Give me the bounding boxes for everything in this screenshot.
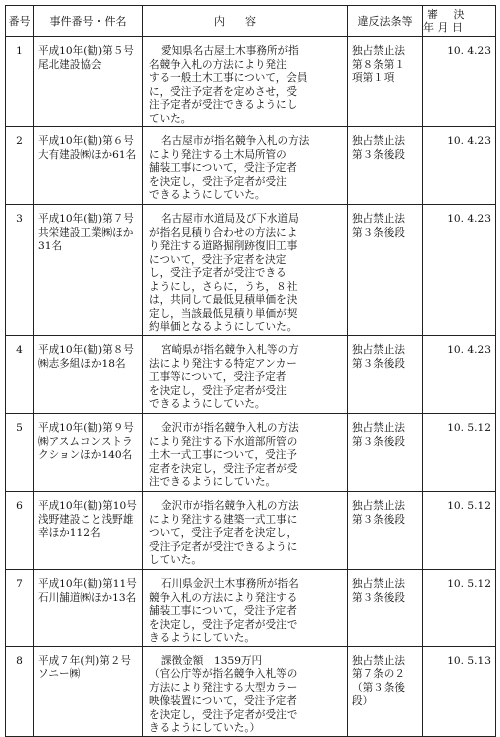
content-line: 約単価となるようにしていた。 xyxy=(149,321,298,333)
row-number: 4 xyxy=(6,336,34,414)
law-line: 独占禁止法 xyxy=(352,45,405,57)
case-line: 浅野建設こと浅野雄 xyxy=(38,513,134,526)
case-cell xyxy=(34,570,143,647)
case-line: ㈱志多組ほか18名 xyxy=(38,357,126,370)
case-line: クションほか140名 xyxy=(38,449,133,461)
case-cell xyxy=(34,127,143,205)
decision-date: 10. 4.23 xyxy=(423,127,496,205)
decision-date: 10. 5.12 xyxy=(423,492,496,570)
decision-date: 10. 5.13 xyxy=(423,646,496,736)
content-line: ついて，受注予定者を決定し， xyxy=(149,527,298,539)
row-number: 3 xyxy=(6,205,34,336)
content-line: 方法により発注する大型カラー xyxy=(149,681,298,694)
law-line: 第３条後段 xyxy=(352,226,405,239)
case-line: 平成10年(勧)第８号 xyxy=(38,344,134,356)
row-number: 2 xyxy=(6,127,34,205)
decision-date: 10. 4.23 xyxy=(423,336,496,414)
content-line: 金沢市が指名競争入札の方法 xyxy=(161,422,299,434)
decision-date: 10. 5.12 xyxy=(423,570,496,647)
law-line: 第７条の２ xyxy=(352,668,405,680)
case-cell xyxy=(34,414,143,492)
header-no: 番号 xyxy=(6,6,34,37)
decision-date: 10. 4.23 xyxy=(423,205,496,336)
content-line: 受注予定者が受注できるように xyxy=(149,540,298,553)
content-line: により発注する建築一式工事に xyxy=(149,513,298,526)
case-line: 尾北建設協会 xyxy=(38,58,102,71)
content-cell xyxy=(143,646,348,736)
law-line: 第８条第１ xyxy=(352,58,405,71)
decisions-table xyxy=(5,5,496,737)
row-number: 7 xyxy=(6,570,34,647)
table-row xyxy=(6,570,496,647)
table-row xyxy=(6,492,496,570)
law-cell xyxy=(348,570,423,647)
law-line: 項第１項 xyxy=(352,72,395,84)
content-line: により発注する下水道部所管の xyxy=(149,435,298,448)
content-cell xyxy=(143,414,348,492)
content-line: していた。 xyxy=(149,554,202,566)
case-cell xyxy=(34,492,143,570)
case-line: 平成10年(勧)第７号 xyxy=(38,213,134,225)
content-line: （官公庁等が指名競争入札等の xyxy=(149,668,298,680)
content-cell xyxy=(143,205,348,336)
content-line: 土木一式工事について，受注予 xyxy=(149,449,297,461)
law-line: 独占禁止法 xyxy=(352,213,405,225)
content-line: 定者を決定し，受注予定者が受 xyxy=(149,462,298,475)
content-line: により発注する土木局所管の xyxy=(149,148,287,161)
law-cell xyxy=(348,492,423,570)
law-line: 第３条後段 xyxy=(352,591,405,604)
law-line: 独占禁止法 xyxy=(352,135,405,147)
law-line: 独占禁止法 xyxy=(352,654,405,667)
content-line: 名競争入札の方法により発注 xyxy=(149,58,287,71)
case-line: 平成７年(判)第２号 xyxy=(38,654,132,667)
law-line: 独占禁止法 xyxy=(352,500,405,512)
content-line: を決定し，受注予定者が受注 xyxy=(149,384,287,397)
content-line: し，受注予定者が受注できる xyxy=(149,267,287,279)
table-row xyxy=(6,127,496,205)
content-line: を決定し，受注予定者が受注で xyxy=(149,618,298,631)
content-line: きるようにしていた。） xyxy=(149,722,261,734)
content-line: する一般土木工事について，会員 xyxy=(149,72,308,84)
content-line: 競争入札の方法により発注する xyxy=(149,591,298,604)
content-line: 名古屋市が指名競争入札の方法 xyxy=(161,135,310,147)
content-cell xyxy=(143,127,348,205)
content-line: を決定し，受注予定者が受注で xyxy=(149,708,298,721)
case-cell xyxy=(34,646,143,736)
case-line: ソニー㈱ xyxy=(38,668,81,680)
law-cell xyxy=(348,414,423,492)
content-line: 金沢市が指名競争入札の方法 xyxy=(161,500,299,512)
header-law: 違反法条等 xyxy=(348,6,423,37)
content-line: 定し，当該最低見積り単価が契 xyxy=(149,307,298,320)
content-line: は，共同して最低見積単価を決 xyxy=(149,294,298,306)
case-line: 平成10年(勧)第９号 xyxy=(38,422,134,434)
table-row xyxy=(6,37,496,127)
case-cell xyxy=(34,336,143,414)
header-date xyxy=(423,6,496,37)
content-cell xyxy=(143,570,348,647)
content-line: 注できるようにしていた。 xyxy=(149,476,277,488)
case-cell xyxy=(34,37,143,127)
law-cell xyxy=(348,205,423,336)
content-line: きるようにしていた。 xyxy=(149,632,255,644)
content-line: 舗装工事について，受注予定者 xyxy=(149,605,297,617)
case-line: 平成10年(勧)第11号 xyxy=(38,578,137,590)
decision-date: 10. 4.23 xyxy=(423,37,496,127)
law-line: 第３条後段 xyxy=(352,357,405,370)
content-line: 法により発注する特定アンカー xyxy=(149,357,297,370)
content-line: について，受注予定者を決定 xyxy=(149,253,287,266)
case-line: 平成10年(勧)第10号 xyxy=(38,500,137,512)
law-line: 段） xyxy=(352,695,374,707)
content-cell xyxy=(143,37,348,127)
row-number: 1 xyxy=(6,37,34,127)
content-line: ようにし，さらに，うち，８社 xyxy=(149,280,298,293)
table-row xyxy=(6,336,496,414)
law-line: 第３条後段 xyxy=(352,513,405,526)
content-line: 宮崎県が指名競争入札等の方 xyxy=(161,344,299,356)
law-line: 独占禁止法 xyxy=(352,578,405,590)
content-line: 工事等について，受注予定者 xyxy=(149,371,287,383)
case-line: 31名 xyxy=(38,240,63,252)
header-row xyxy=(6,6,496,37)
law-line: 独占禁止法 xyxy=(352,422,405,434)
content-line: 愛知県名古屋土木事務所が指 xyxy=(161,45,299,57)
case-line: 共栄建設工業㈱ほか xyxy=(38,226,134,239)
law-line: （第３条後 xyxy=(352,681,405,694)
law-line: 第３条後段 xyxy=(352,148,405,161)
case-line: 平成10年(勧)第５号 xyxy=(38,45,134,57)
header-content: 内容 xyxy=(143,6,348,37)
header-date-line1: 審 決 xyxy=(427,8,471,21)
row-number: 6 xyxy=(6,492,34,570)
table-row xyxy=(6,414,496,492)
content-cell xyxy=(143,492,348,570)
case-line: ㈱アスムコンストラ xyxy=(38,435,133,448)
content-line: に，受注予定者を定めさせ，受 xyxy=(149,85,297,98)
content-line: できるようにしていた。 xyxy=(149,398,266,410)
header-case: 事件番号・件名 xyxy=(34,6,143,37)
content-line: できるようにしていた。 xyxy=(149,189,266,201)
row-number: 8 xyxy=(6,646,34,736)
case-line: 大有建設㈱ほか61名 xyxy=(38,148,137,161)
law-cell xyxy=(348,127,423,205)
table-row xyxy=(6,205,496,336)
law-cell xyxy=(348,646,423,736)
law-line: 第３条後段 xyxy=(352,435,405,448)
content-line: が指名見積り合わせの方法によ xyxy=(149,226,298,239)
case-cell xyxy=(34,205,143,336)
content-line: 映像装置について，受注予定者 xyxy=(149,695,297,707)
law-cell xyxy=(348,336,423,414)
decision-date: 10. 5.12 xyxy=(423,414,496,492)
content-line: 石川県金沢土木事務所が指名 xyxy=(161,578,299,590)
table-row xyxy=(6,646,496,736)
content-cell xyxy=(143,336,348,414)
content-line: ていた。 xyxy=(149,112,192,125)
header-date-line2: 年 月 日 xyxy=(423,21,463,34)
content-line: 課徴金額 1359万円 xyxy=(161,654,263,667)
content-line: り発注する道路掘削跡復旧工事 xyxy=(149,240,298,252)
case-line: 石川舗道㈱ほか13名 xyxy=(38,591,137,604)
content-line: を決定し，受注予定者が受注 xyxy=(149,175,287,188)
case-line: 平成10年(勧)第６号 xyxy=(38,135,134,147)
row-number: 5 xyxy=(6,414,34,492)
content-line: 注予定者が受注できるようにし xyxy=(149,99,298,111)
content-line: 舗装工事について，受注予定者 xyxy=(149,162,297,174)
law-cell xyxy=(348,37,423,127)
law-line: 独占禁止法 xyxy=(352,344,405,356)
case-line: 幸ほか112名 xyxy=(38,527,101,539)
content-line: 名古屋市水道局及び下水道局 xyxy=(161,213,299,225)
